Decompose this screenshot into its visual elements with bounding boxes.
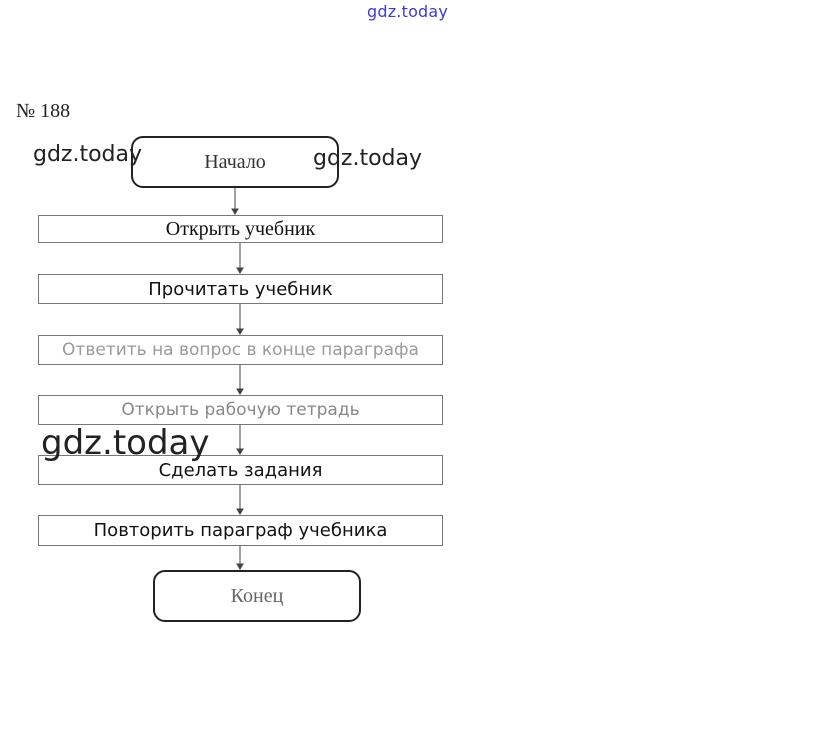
watermark-left: gdz.today (33, 142, 143, 167)
task-number: № 188 (16, 100, 71, 122)
watermark-top: gdz.today (367, 2, 449, 21)
flowchart-end: Конец (153, 570, 361, 622)
flowchart-step-1: Открыть учебник (38, 215, 443, 243)
watermark-right: gdz.today (313, 146, 423, 171)
flowchart-start: Начало (131, 136, 339, 188)
watermark-large: gdz.today (41, 423, 210, 463)
flowchart-step-6: Повторить параграф учебника (38, 515, 443, 546)
arrowhead-7 (237, 564, 243, 569)
arrowhead-4 (237, 389, 243, 394)
arrowhead-2 (237, 268, 243, 273)
flowchart-step-4: Открыть рабочую тетрадь (38, 395, 443, 425)
arrowhead-3 (237, 329, 243, 334)
arrowhead-5 (237, 449, 243, 454)
arrowhead-1 (232, 209, 238, 214)
flowchart-step-2: Прочитать учебник (38, 274, 443, 304)
arrowhead-6 (237, 509, 243, 514)
flowchart-step-5: Сделать задания (38, 455, 443, 485)
flowchart-step-3: Ответить на вопрос в конце параграфа (38, 335, 443, 365)
